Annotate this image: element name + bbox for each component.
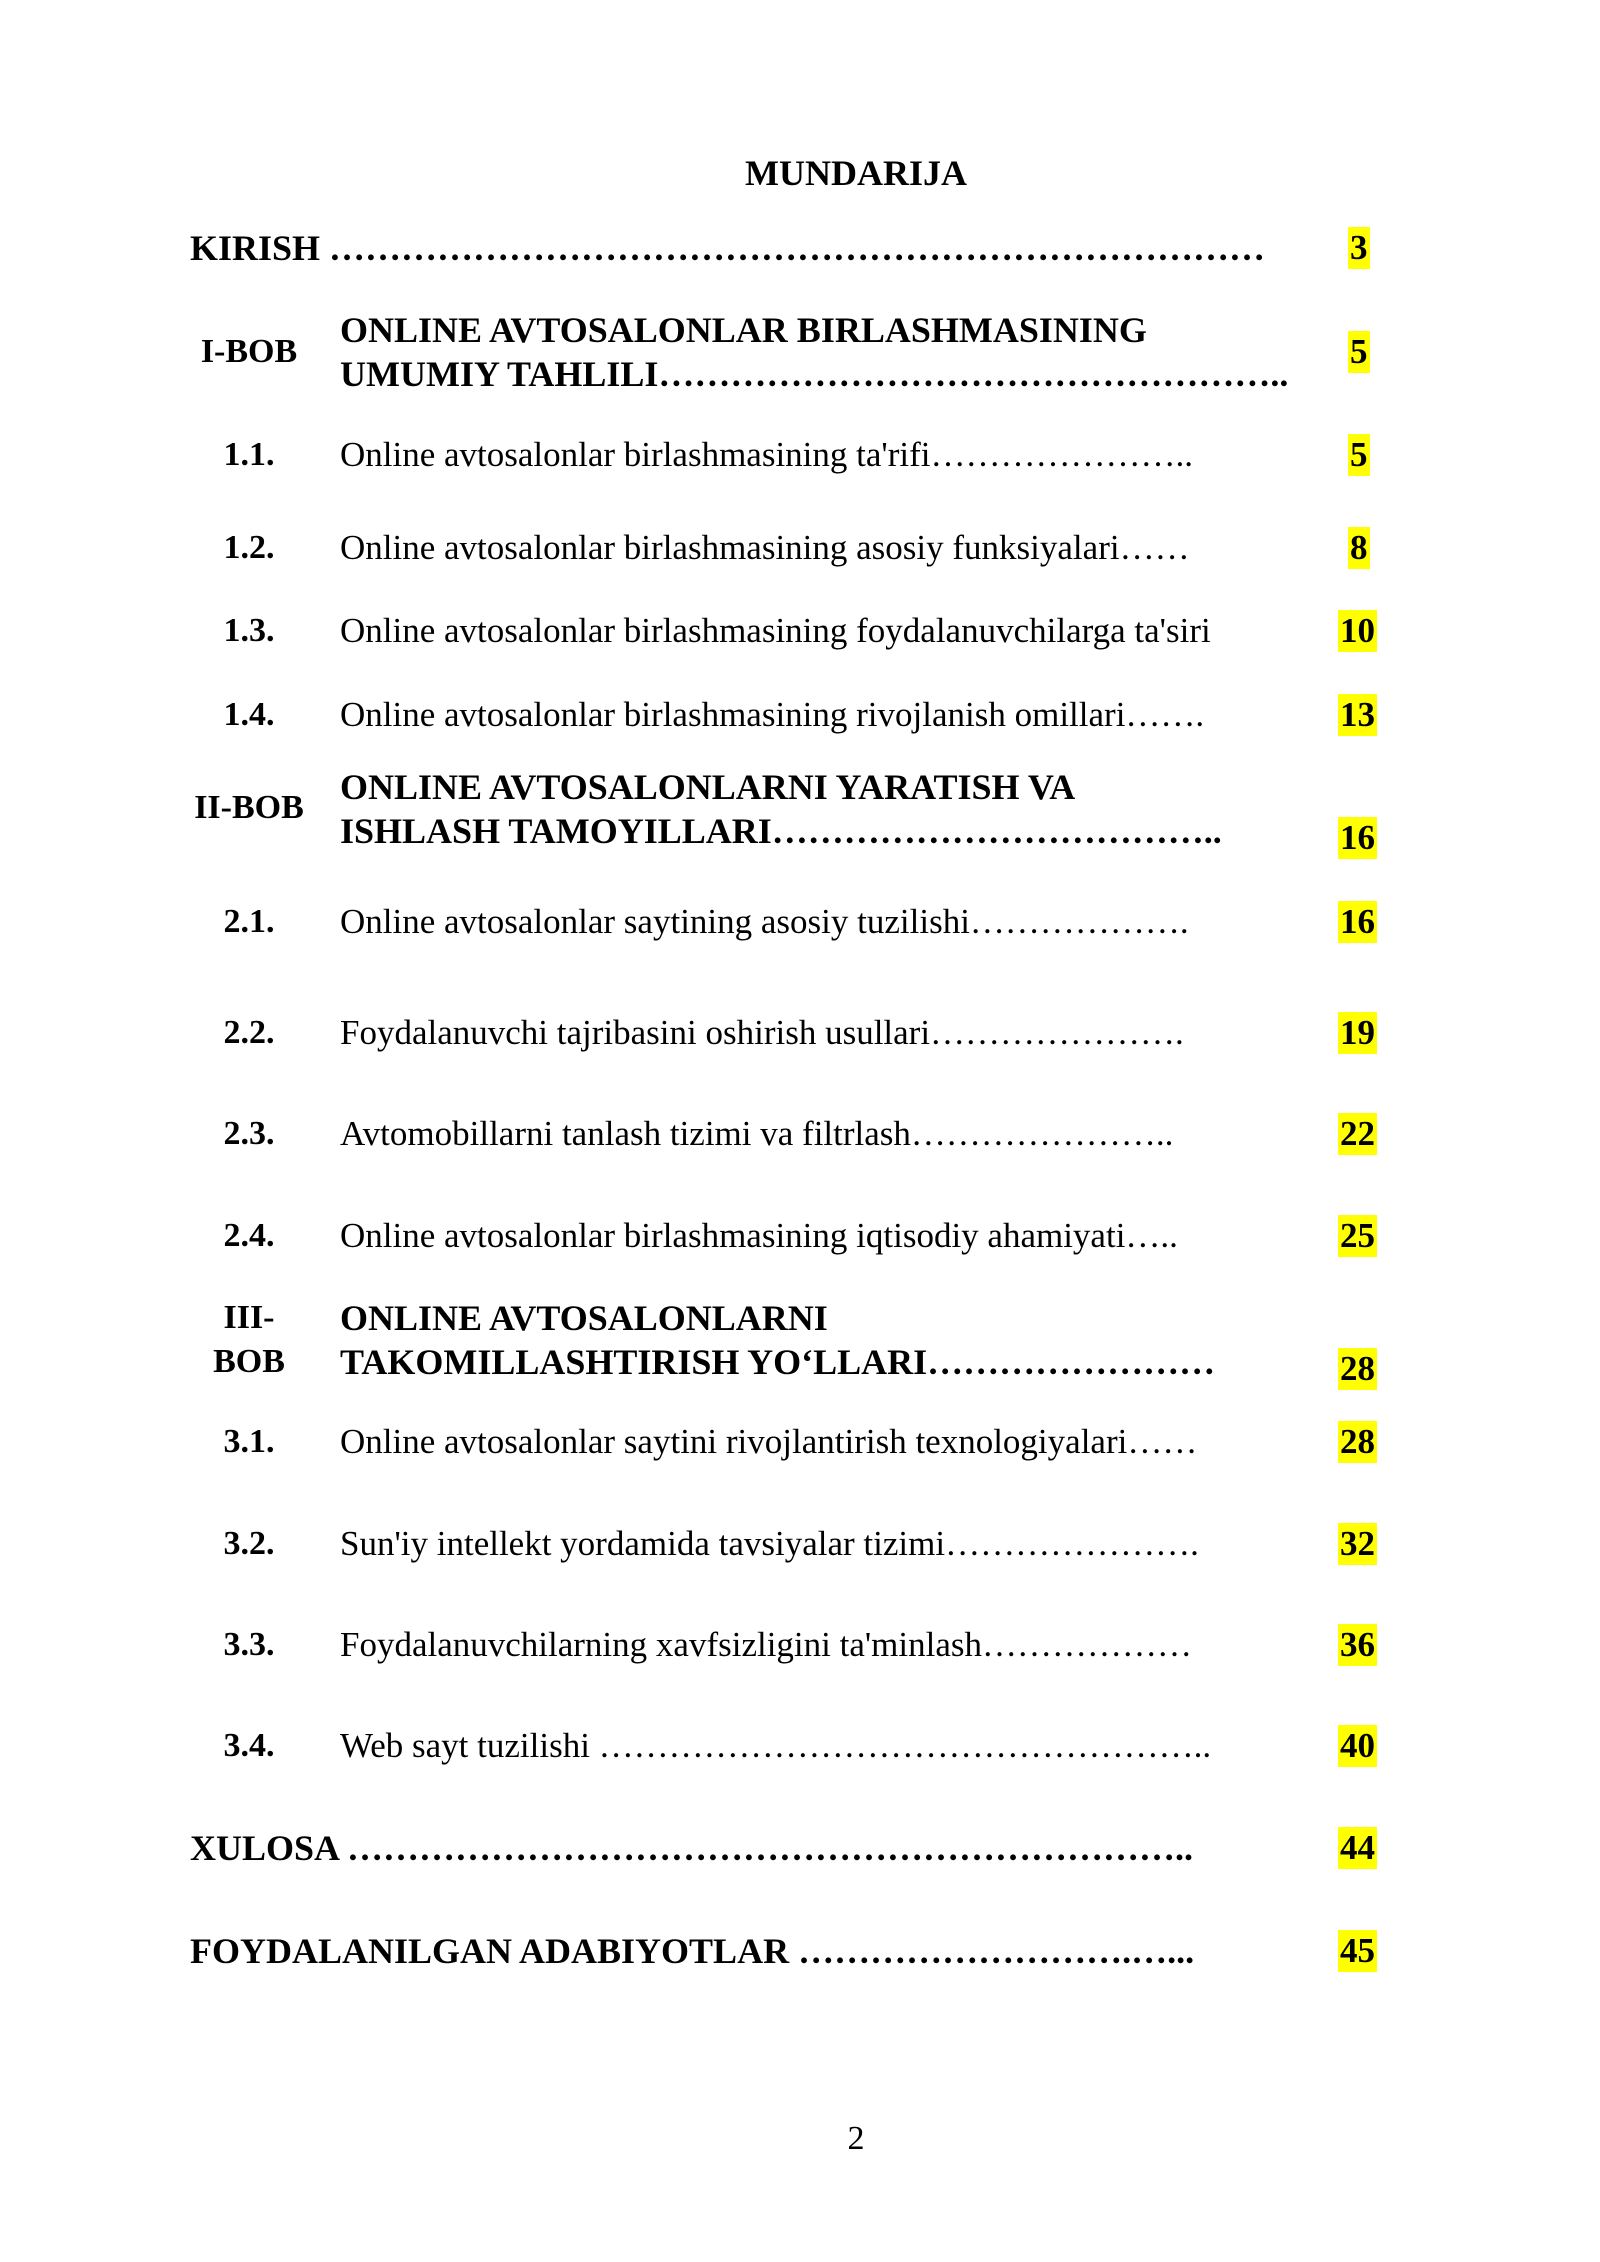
chapter-title-2-line2: ISHLASH TAMOYILLARI………………………………..: [340, 811, 1222, 851]
section-label-1-1: 1.1.: [223, 436, 275, 473]
section-label-2-3: 2.3.: [223, 1115, 275, 1152]
page-ref-2-2: 19: [1340, 1013, 1375, 1052]
page-ref-kirish: 3: [1350, 228, 1368, 267]
section-label-3-3: 3.3.: [223, 1626, 275, 1663]
chapter-title-1-line2: UMUMIY TAHLILI……………………………………………..: [340, 354, 1289, 394]
section-label-1-3: 1.3.: [223, 612, 275, 649]
section-title-2-2: Foydalanuvchi tajribasini oshirish usullari………………….: [340, 1013, 1184, 1052]
section-label-3-2: 3.2.: [223, 1525, 275, 1562]
page-ref-references: 45: [1340, 1931, 1375, 1970]
page-number: 2: [847, 2120, 865, 2157]
page-ref-1-4: 13: [1340, 695, 1375, 734]
toc-entry-xulosa: XULOSA ……………………………………………………………..: [190, 1828, 1194, 1868]
section-title-1-3: Online avtosalonlar birlashmasining foydalanuvchilarga ta'siri: [340, 611, 1211, 650]
page-ref-chapter-2: 16: [1340, 818, 1375, 857]
section-title-3-2: Sun'iy intellekt yordamida tavsiyalar tizimi………………….: [340, 1524, 1199, 1563]
page-ref-2-4: 25: [1340, 1216, 1375, 1255]
section-title-3-3: Foydalanuvchilarning xavfsizligini ta'minlash………………: [340, 1625, 1193, 1664]
section-label-1-4: 1.4.: [223, 696, 275, 733]
section-title-1-1: Online avtosalonlar birlashmasining ta'rifi…………………..: [340, 435, 1193, 474]
toc-entry-kirish: KIRISH ……………………………………………………………………: [190, 228, 1266, 268]
page-ref-3-4: 40: [1340, 1726, 1375, 1765]
section-title-2-1: Online avtosalonlar saytining asosiy tuzilishi……………….: [340, 902, 1189, 941]
section-title-2-4: Online avtosalonlar birlashmasining iqtisodiy ahamiyati…..: [340, 1216, 1178, 1255]
page-ref-1-1: 5: [1350, 435, 1368, 474]
section-title-3-4: Web sayt tuzilishi ……………………………………………..: [340, 1726, 1212, 1765]
chapter-title-3-line1: ONLINE AVTOSALONLARNI: [340, 1298, 828, 1338]
section-title-1-4: Online avtosalonlar birlashmasining rivojlanish omillari…….: [340, 695, 1205, 734]
toc-entry-references: FOYDALANILGAN ADABIYOTLAR ……………………….…...: [190, 1931, 1195, 1971]
toc-title: MUNDARIJA: [745, 153, 967, 193]
chapter-label-1: I-BOB: [200, 333, 298, 370]
section-label-2-2: 2.2.: [223, 1014, 275, 1051]
page-ref-3-3: 36: [1340, 1625, 1375, 1664]
page-ref-xulosa: 44: [1340, 1828, 1375, 1867]
section-label-1-2: 1.2.: [223, 529, 275, 566]
section-title-1-2: Online avtosalonlar birlashmasining asosiy funksiyalari……: [340, 528, 1190, 567]
page-ref-chapter-1: 5: [1350, 332, 1368, 371]
page-ref-3-2: 32: [1340, 1524, 1375, 1563]
chapter-label-3-line1: III-: [223, 1299, 275, 1336]
chapter-label-3-line2: BOB: [213, 1343, 285, 1380]
page-ref-2-1: 16: [1340, 902, 1375, 941]
page-ref-1-2: 8: [1350, 528, 1368, 567]
section-title-3-1: Online avtosalonlar saytini rivojlantirish texnologiyalari……: [340, 1422, 1198, 1461]
chapter-title-1-line1: ONLINE AVTOSALONLAR BIRLASHMASINING: [340, 310, 1147, 350]
chapter-title-3-line2: TAKOMILLASHTIRISH YO‘LLARI……………………: [340, 1342, 1216, 1382]
chapter-title-2-line1: ONLINE AVTOSALONLARNI YARATISH VA: [340, 767, 1076, 807]
page-ref-chapter-3: 28: [1340, 1349, 1375, 1388]
section-label-3-4: 3.4.: [223, 1727, 275, 1764]
page-ref-3-1: 28: [1340, 1422, 1375, 1461]
section-label-2-1: 2.1.: [223, 903, 275, 940]
section-label-2-4: 2.4.: [223, 1217, 275, 1254]
page-ref-1-3: 10: [1340, 611, 1375, 650]
section-title-2-3: Avtomobillarni tanlash tizimi va filtrlash…………………..: [340, 1114, 1174, 1153]
chapter-label-2: II-BOB: [194, 789, 304, 826]
page-ref-2-3: 22: [1340, 1114, 1375, 1153]
section-label-3-1: 3.1.: [223, 1423, 275, 1460]
